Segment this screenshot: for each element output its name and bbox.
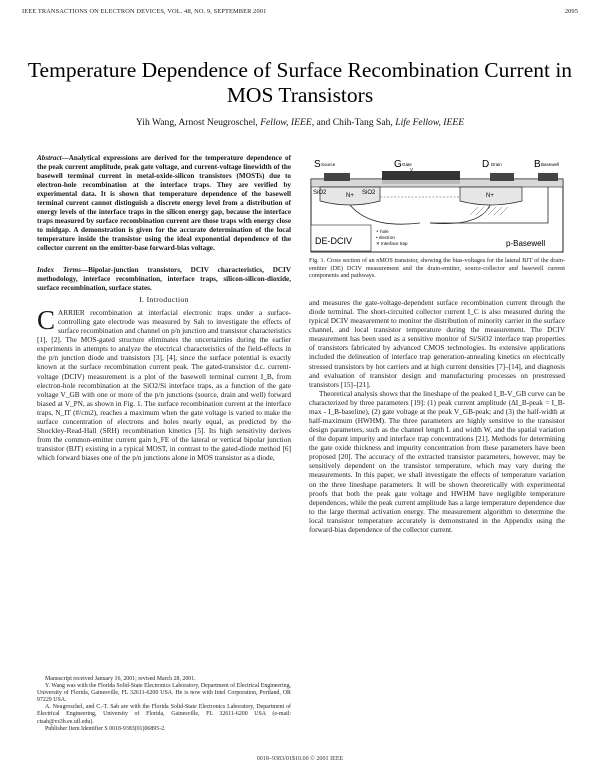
footnotes bbox=[37, 676, 291, 733]
legend-trap: ✕ Interface trap bbox=[376, 241, 408, 246]
drain-letter: D bbox=[482, 159, 490, 170]
n-plus-left-label: N+ bbox=[346, 193, 354, 199]
paper-title: Temperature Dependence of Surface Recombination Current in MOS Transistors bbox=[27, 58, 573, 107]
de-dciv-label: DE-DCIV bbox=[315, 236, 353, 246]
gate-oxide bbox=[382, 180, 460, 184]
copyright-footer: 0018–9383/01$10.00 © 2001 IEEE bbox=[256, 756, 344, 762]
section-heading: I. Introduction bbox=[139, 295, 189, 304]
abstract-text: Analytical expressions are derived for the temperature dependence of the peak current amplitude, peak gate voltage, and current-voltage linewidth of the basewell terminal current in metal-oxide-silicon transistors (MOSTs) due to electron-hole recombination at the interface traps. They are verified by experimental data. It is shown that temperature dependence of the basewell terminal current cannot distinguish a discrete energy level from a distribution of energy levels of the interface traps in the silicon energy gap, because the interface traps measured by surface recombination current are those traps with energy close to midgap. A demonstration is given for the accurate determination of the local temperature inside the transistor using the ideal exponential dependence of the collector current on the emitter-base forward-bias voltage. bbox=[37, 154, 291, 253]
drop-cap: C bbox=[37, 305, 56, 335]
source-letter: S bbox=[314, 159, 321, 170]
index-terms bbox=[37, 266, 291, 293]
base-contact bbox=[538, 173, 558, 181]
journal-name: IEEE TRANSACTIONS ON ELECTRON DEVICES, VOL. 48, NO. 9, SEPTEMBER 2001 bbox=[22, 8, 267, 15]
footnote-neugroschel-sah: A. Neugroschel, and C.-T. Sah are with the Florida Solid-State Electronics Laboratory, Department of Electrical Engineering, University of Florida, Gainesville, FL 32611-6200 USA (e-mail: ctsah@vs3b.ee.ufl.edu). bbox=[37, 704, 291, 725]
right-body bbox=[309, 298, 565, 534]
legend-electron: • electron bbox=[376, 235, 395, 240]
footnote-publisher: Publisher Item Identifier S 0018-9383(01)06895-2. bbox=[45, 725, 166, 732]
drain-label: Drain bbox=[491, 162, 502, 167]
page-number: 2095 bbox=[564, 8, 578, 15]
gate-electrode bbox=[382, 171, 460, 180]
author-2-role: Life Fellow, IEEE bbox=[395, 117, 465, 128]
abstract-lead: Abstract— bbox=[37, 154, 69, 162]
right-paragraph-2: Theoretical analysis shows that the lineshape of the peaked I_B-V_GB curve can be characterized by three parameters [19]: (1) peak current amplitude (ΔI_B-peak = I_B-max - I_B-baseline), (2) gate voltage at the peak V_GB-peak; and (3) the half-width at half-maximum (HWHM). The three parameters are highly sensitive to the transistor design parameters, such as the channel length L and width W, and the spatial variation of the dopant impurity and interface trap concentrations [21]. Methods for determining the gate oxide thickness and impurity concentration from these parameters have been proposed [20]. The accuracy of the extracted transistor parameters, however, may be sensitively dependent on the transistor temperature, which may vary during the measurements. In this paper, we shall investigate the effects of temperature variation on the three lineshape parameters. It will be shown theoretically with experimental proofs that both the peak gate voltage and HWHM have negligible temperature dependences, while the peak current amplitude has a large temperature dependence due to the large thermal activation energy. The measurement algorithm to determine the local transistor temperature accurately is demonstrated in the Appendix using the forward-bias dependence of the collector current. bbox=[309, 388, 565, 534]
footnote-received: Manuscript received January 16, 2001; revised March 28, 2001. bbox=[45, 676, 196, 682]
intro-body bbox=[37, 305, 291, 463]
right-paragraph-1: and measures the gate-voltage-dependent surface recombination current through the diode terminal. The short-circuited collector current I_C is also measured during the typical DCIV measurement to monitor the distribution of minority carrier in the surface channel, and local transistor temperature during the measurement. The DCIV measurement has been used as a sensitive monitor of Si/SiO2 interface trap properties of transistors fabricated by advanced CMOS technologies. Its extensive applications included the delineation of interface trap generation-annealing kinetics on electrically stressed transistors by hot carriers and at high current densities [7]–[14], and diagnosis and evaluation of transistor design and manufacturing processes on prestressed transistors [15]–[21]. bbox=[309, 298, 565, 389]
figure-1-cross-section bbox=[310, 157, 564, 253]
gate-voltage-label: V bbox=[410, 167, 414, 172]
running-head bbox=[22, 8, 578, 15]
abstract bbox=[37, 154, 291, 254]
index-terms-lead: Index Terms— bbox=[37, 266, 89, 274]
source-label: Source bbox=[321, 162, 336, 167]
p-basewell-label: p-Basewell bbox=[506, 239, 546, 248]
author-2: and Chih-Tang Sah, bbox=[316, 117, 393, 128]
gate-letter: G bbox=[394, 159, 402, 170]
author-line bbox=[20, 117, 580, 128]
legend-hole: ∘ hole bbox=[376, 229, 389, 234]
sio2-left-label: SiO2 bbox=[313, 190, 327, 196]
sio2-mid-label: SiO2 bbox=[362, 190, 376, 196]
source-contact bbox=[324, 173, 350, 181]
intro-paragraph-1: ARRIER recombination at interfacial electronic traps under a surface-controlling gate electrode was measured by Sah to investigate the effects of surface recombination and channel on p/n junction and transistor characteristics [1], [2]. The MOS-gated structure eliminates the uncertainties during the earlier experiments in attempts to analyze the electrical characteristics of the field-effects in the p/n junction diode and transistors [3], [4], since the surface potential is exactly known at the surface recombination current peak. The gated-transistor d.c. current-voltage (DCIV) measurement is a plot of the basewell terminal current I_B, from electron-hole recombination at the SiO2/Si interface traps, as a function of the gate voltage V_GB with one or more of the p/n junctions (source, drain and well) forward biased at V_PN, as shown in Fig. 1. The surface recombination current at the interface traps, N_IT (#/cm2), reaches a maximum when the gate voltage is varied to make the surface concentration of electrons and holes nearly equal, as predicted by the Shockley-Read-Hall (SRH) recombination kinetics [5]. Its high sensitivity derives from the common-emitter current gain h_FE of the lateral or vertical bipolar junction transistor (BJT) existing in a typical MOST, in contrast to the gated-diode method [6] which forward biases one of the p/n junctions alone in MOS transistor as a diode, bbox=[37, 308, 291, 463]
n-plus-right-label: N+ bbox=[486, 193, 494, 199]
index-terms-text: Bipolar-junction transistors, DCIV characteristics, DCIV methodology, interface recombination, interface traps, silicon-silicon-dioxide, surface recombination, surface states. bbox=[37, 266, 291, 293]
author-1: Yih Wang, Arnost Neugroschel, bbox=[135, 117, 258, 128]
author-1-role: Fellow, IEEE, bbox=[260, 117, 315, 128]
base-letter: B bbox=[534, 159, 541, 170]
footnote-wang: Y. Wang was with the Florida Solid-State Electronics Laboratory, Department of Electrical Engineering, University of Florida, Gainesville, FL 32611-6200 USA. He is now with Intel Corporation, Portland, OR 97229 USA. bbox=[37, 683, 291, 704]
figure-caption: Fig. 1. Cross section of an nMOS transistor, showing the bias-voltages for the lateral BJT of the drain-emitter (DE) DCIV measurement and the drain-emitter, source-collector and basewell current components and pathways. bbox=[309, 257, 565, 280]
base-label: Basewell bbox=[541, 162, 560, 167]
drain-contact bbox=[490, 173, 514, 181]
gate-label: Gate bbox=[402, 162, 412, 167]
